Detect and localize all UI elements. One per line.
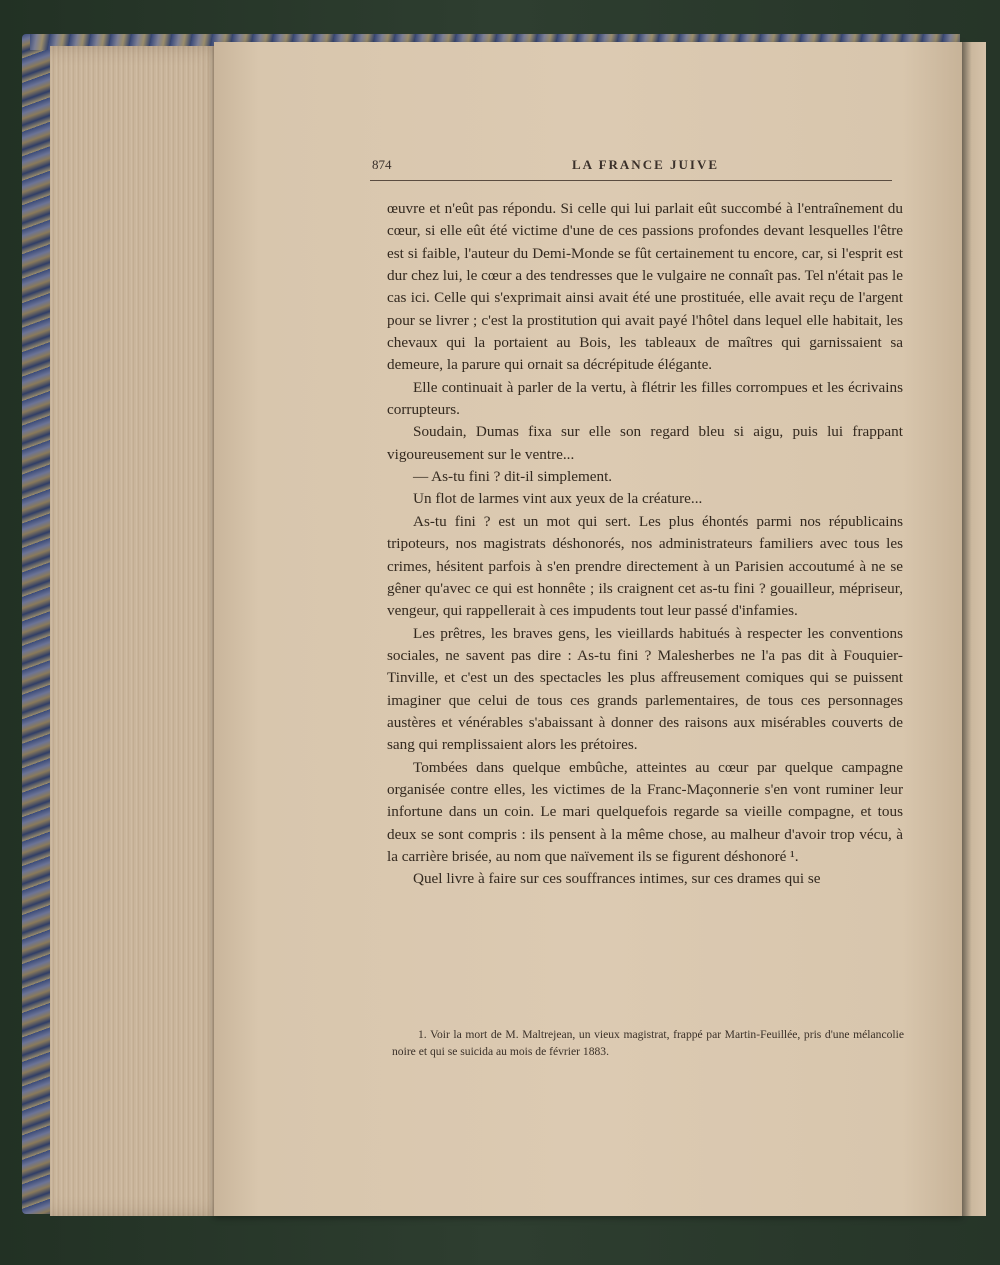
header-rule [370, 180, 892, 181]
paragraph: As-tu fini ? est un mot qui sert. Les plus éhontés parmi nos républicains tripoteurs, nos magistrats déshonorés, nos administrateurs familiers avec tous les crimes, hésitent parfois à s'en prendre directement à un Parisien accoutumé à ne se gêner qu'avec ce qui est honnête ; ils craignent cet as-tu fini ? gouailleur, mépriseur, vengeur, qui rappellerait à ces impudents tout leur passé d'infamies. [387, 512, 903, 620]
page-number: 874 [372, 157, 392, 172]
next-page-edge [962, 42, 986, 1216]
footnote-text: 1. Voir la mort de M. Maltrejean, un vieux magistrat, frappé par Martin-Feuillée, pris d'une mélancolie noire et qui se suicida au mois de février 1883. [392, 1028, 904, 1058]
page-stack [50, 46, 230, 1216]
paragraph: Quel livre à faire sur ces souffrances intimes, sur ces drames qui se [413, 870, 821, 888]
paragraph: Un flot de larmes vint aux yeux de la créature... [413, 490, 703, 508]
paragraph: Tombées dans quelque embûche, atteintes au cœur par quelque campagne organisée contre elles, les victimes de la Franc-Maçonnerie s'en vont ruminer leur infortune dans un coin. Le mari quelquefois regarde sa vieille compagne, et tous deux se sont compris : ils pensent à la même chose, au malheur d'avoir trop vécu, à la carrière brisée, au nom que naïvement ils se figurent déshonoré ¹. [387, 758, 903, 865]
paragraph: Soudain, Dumas fixa sur elle son regard bleu si aigu, puis lui frappant vigoureusement sur le ventre... [387, 423, 903, 463]
paragraph: Elle continuait à parler de la vertu, à flétrir les filles corrompues et les écrivains corrupteurs. [387, 378, 903, 419]
body-text [387, 198, 903, 891]
footnote [392, 1026, 904, 1060]
paragraph: — As-tu fini ? dit-il simplement. [413, 468, 613, 486]
running-title: LA FRANCE JUIVE [572, 157, 720, 172]
paragraph: Les prêtres, les braves gens, les vieillards habitués à respecter les conventions sociales, ne savent pas dire : As-tu fini ? Malesherbes ne l'a pas dit à Fouquier-Tinville, et c'est un des spectacles les plus affreusement comiques qui se puissent imaginer que celui de tous ces grands parlementaires, de tous ces personnages austères et vénérables s'abaissant à donner des raisons aux misérables couverts de sang qui remplissaient alors les prétoires. [387, 624, 903, 754]
paragraph: œuvre et n'eût pas répondu. Si celle qui lui parlait eût succombé à l'entraînement du cœur, si elle eût été victime d'une de ces passions profondes devant lesquelles l'être est si faible, l'auteur du Demi-Monde se fût certainement tu encore, car, si l'esprit est dur chez lui, le cœur a des tendresses que le vulgaire ne connaît pas. Tel n'était pas le cas ici. Celle qui s'exprimait ainsi avait été une prostituée, elle avait reçu de l'argent pour se livrer ; c'est la prostitution qui avait payé l'hôtel dans lequel elle habitait, les chevaux qui la portaient au Bois, les tableaux de maîtres qui garnissaient sa demeure, la parure qui ornait sa décrépitude élégante. [387, 200, 903, 374]
page-header [372, 157, 894, 177]
